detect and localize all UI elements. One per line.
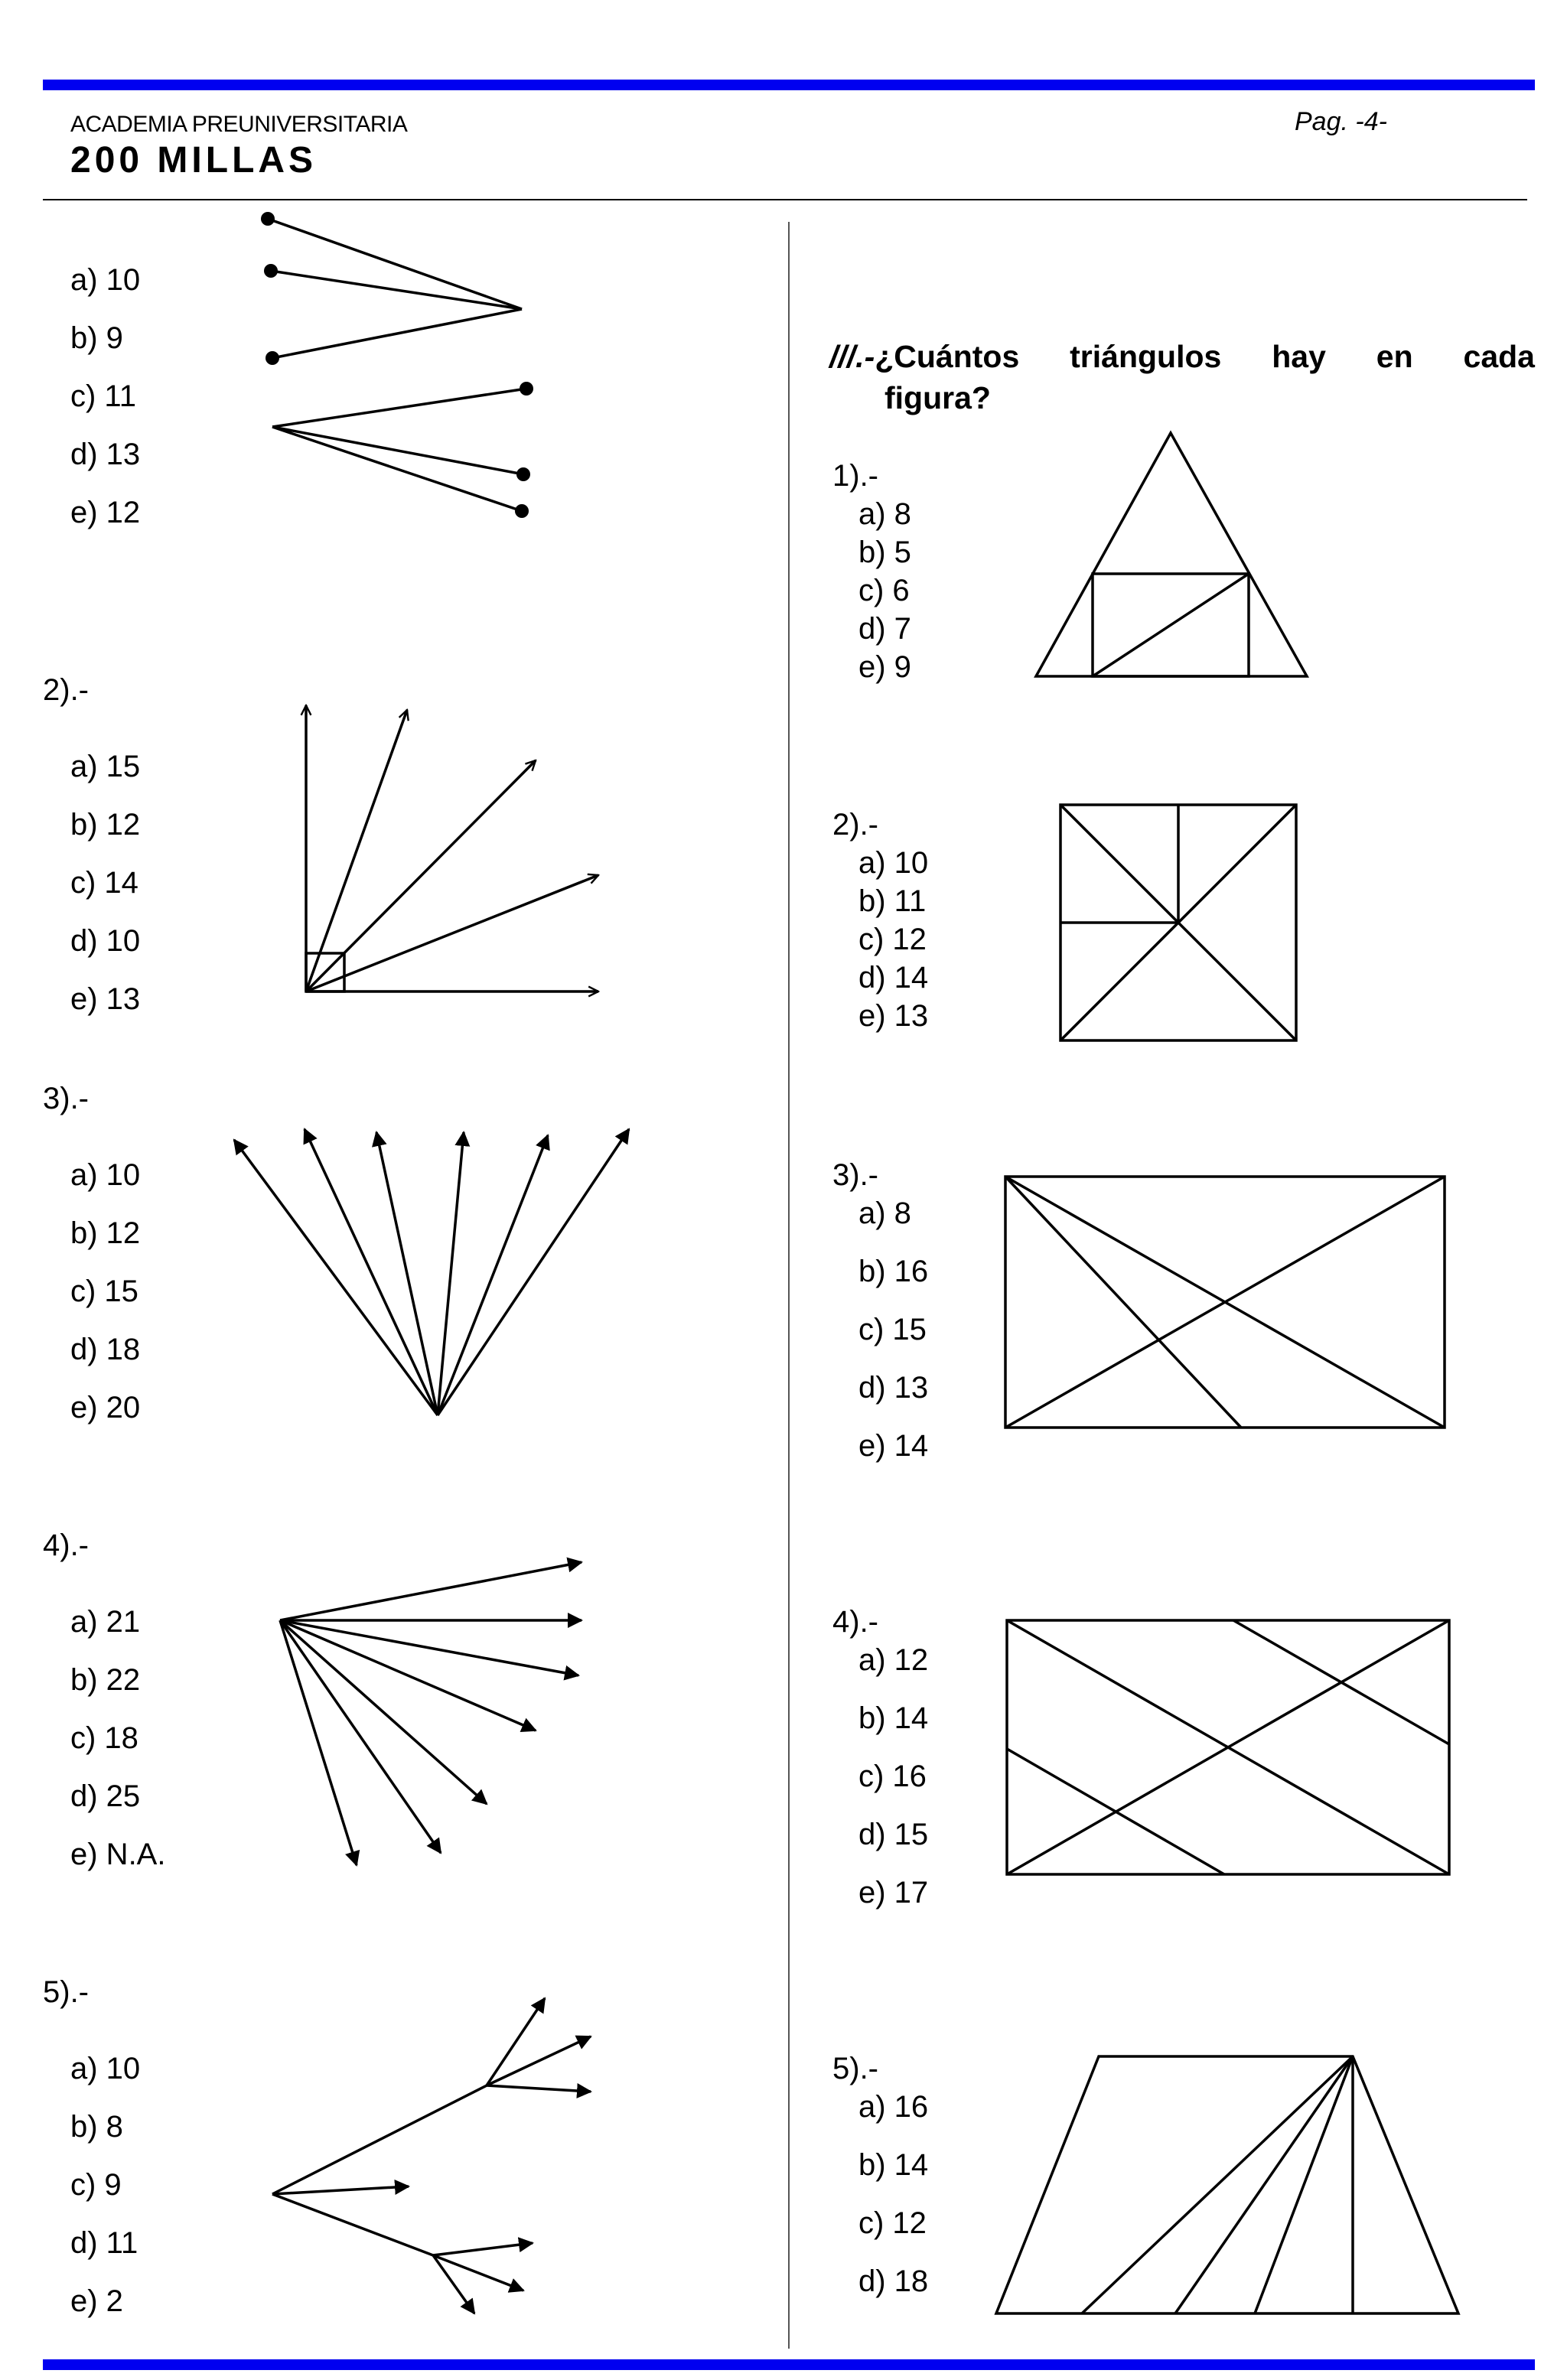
option: b) 14 <box>858 2148 929 2182</box>
option: b) 11 <box>858 884 927 918</box>
right-figure-4 <box>1007 1620 1449 1874</box>
question-label: 5).- <box>832 2052 878 2085</box>
option: b) 14 <box>858 1701 929 1735</box>
option: e) 12 <box>70 496 141 529</box>
option: e) 14 <box>858 1429 929 1463</box>
question-label: 5).- <box>43 1975 89 2009</box>
option: b) 12 <box>70 808 141 842</box>
option: c) 12 <box>858 923 927 956</box>
option: d) 18 <box>70 1333 141 1366</box>
right-figure-2 <box>1060 805 1296 1040</box>
question-label: 3).- <box>832 1158 878 1192</box>
option: c) 9 <box>70 2168 122 2202</box>
option: b) 12 <box>70 1216 141 1250</box>
option: c) 12 <box>858 2206 927 2240</box>
option: b) 9 <box>70 321 123 355</box>
option: c) 18 <box>70 1721 138 1755</box>
option: c) 11 <box>70 379 136 413</box>
question-label: 2).- <box>832 808 878 842</box>
left-figure-3 <box>234 1129 629 1415</box>
option: a) 12 <box>858 1643 929 1677</box>
question-label: 4).- <box>832 1605 878 1639</box>
option: e) 13 <box>858 999 929 1033</box>
right-figure-5 <box>996 2056 1458 2313</box>
question-label: 4).- <box>43 1529 89 1562</box>
option: e) 13 <box>70 982 141 1016</box>
question-label: 3).- <box>43 1082 89 1115</box>
option: d) 13 <box>70 438 141 471</box>
academy-name: ACADEMIA PREUNIVERSITARIA <box>70 112 408 137</box>
option: a) 10 <box>70 263 141 297</box>
option: c) 15 <box>858 1313 927 1346</box>
left-figure-5 <box>272 1998 591 2313</box>
option: a) 16 <box>858 2090 929 2124</box>
left-figure-4 <box>280 1562 582 1865</box>
option: d) 7 <box>858 612 911 646</box>
section-word: en <box>1376 339 1413 374</box>
page-number: Pag. -4- <box>1295 107 1387 136</box>
bottom-blue-bar <box>43 2359 1535 2370</box>
option: a) 10 <box>70 1158 141 1192</box>
option: a) 21 <box>70 1605 141 1639</box>
option: e) 9 <box>858 650 911 684</box>
option: d) 11 <box>70 2226 138 2260</box>
section-numeral: ///.- <box>829 339 875 374</box>
option: e) N.A. <box>70 1838 166 1871</box>
option: b) 5 <box>858 536 911 569</box>
option: b) 16 <box>858 1255 929 1288</box>
option: e) 2 <box>70 2284 123 2318</box>
left-figure-1 <box>261 212 533 518</box>
option: d) 15 <box>858 1818 929 1851</box>
option: d) 18 <box>858 2264 929 2298</box>
option: c) 16 <box>858 1760 927 1793</box>
option: c) 14 <box>70 866 138 900</box>
section-word: cada <box>1463 339 1535 374</box>
option: c) 6 <box>858 574 910 607</box>
option: e) 20 <box>70 1391 141 1424</box>
question-label: 1).- <box>832 459 878 493</box>
option: e) 17 <box>858 1876 929 1910</box>
section-word: ¿Cuántos <box>875 339 1020 374</box>
option: d) 25 <box>70 1779 141 1813</box>
option: a) 8 <box>858 1197 911 1230</box>
option: d) 14 <box>858 961 929 995</box>
option: d) 13 <box>858 1371 929 1405</box>
option: a) 10 <box>70 2052 141 2085</box>
option: a) 15 <box>70 750 141 783</box>
question-label: 2).- <box>43 673 89 707</box>
option: b) 8 <box>70 2110 123 2144</box>
option: d) 10 <box>70 924 141 958</box>
section-word: triángulos <box>1070 339 1222 374</box>
section-word: hay <box>1272 339 1326 374</box>
option: a) 10 <box>858 846 929 880</box>
option: a) 8 <box>858 497 911 531</box>
right-figure-3 <box>1005 1177 1445 1428</box>
brand-logo-text: 200 MILLAS <box>70 140 318 181</box>
right-figure-1 <box>1036 433 1307 676</box>
option: b) 22 <box>70 1663 141 1697</box>
option: c) 15 <box>70 1275 138 1308</box>
section-title-line-2: figura? <box>884 380 991 415</box>
left-figure-2 <box>306 705 598 991</box>
